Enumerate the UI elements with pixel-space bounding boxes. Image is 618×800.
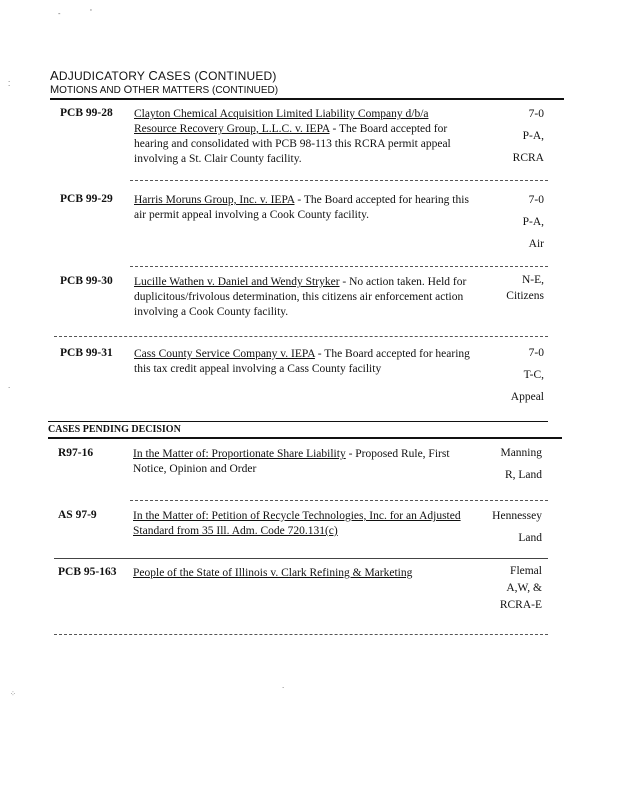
case-id: R97-16 xyxy=(58,447,94,459)
pending-top-rule xyxy=(48,421,548,422)
row-divider xyxy=(130,500,548,501)
case-title: People of the State of Illinois v. Clark Refining & Marketing xyxy=(133,567,413,579)
section-title: ADJUDICATORY CASES (CONTINUED) xyxy=(50,68,277,83)
case-title: In the Matter of: Petition of Recycle Technologies, Inc. for an Adjusted Standard from 35 Ill. Adm. Code 720.131(c) xyxy=(133,510,461,537)
scan-speck: - xyxy=(58,10,61,18)
case-vote: 7-0 T-C, Appeal xyxy=(510,347,544,403)
case-vote: 7-0 P-A, RCRA xyxy=(512,108,544,164)
case-vote: 7-0 P-A, Air xyxy=(522,194,544,250)
case-id: PCB 99-29 xyxy=(60,193,113,205)
case-title: Lucille Wathen v. Daniel and Wendy Stryker xyxy=(134,276,340,288)
row-divider xyxy=(130,266,548,267)
case-description: Clayton Chemical Acquisition Limited Liability Company d/b/a Resource Recovery Group, L.L.C. v. IEPA - The Board accepted for hearing and consolidated with PCB 98-113 this RCRA permit appeal involving a St. Clair County facility. xyxy=(134,108,451,165)
case-title: In the Matter of: Proportionate Share Liability xyxy=(133,448,346,460)
scan-speck: · xyxy=(8,384,11,392)
row-divider xyxy=(54,336,548,337)
case-vote: N-E, Citizens xyxy=(506,274,544,302)
scan-speck: · xyxy=(282,684,285,692)
case-id: PCB 99-30 xyxy=(60,275,113,287)
row-divider xyxy=(130,180,548,181)
case-vote: Manning R, Land xyxy=(500,447,542,481)
scan-speck: ' xyxy=(90,8,92,16)
pending-bottom-rule xyxy=(48,437,562,439)
case-description: In the Matter of: Proportionate Share Liability - Proposed Rule, First Notice, Opinion and Order xyxy=(133,448,450,475)
case-description xyxy=(133,566,473,581)
case-description: Cass County Service Company v. IEPA - The Board accepted for hearing this tax credit appeal involving a Cass County facility xyxy=(134,348,470,375)
section-subtitle: MOTIONS AND OTHER MATTERS (CONTINUED) xyxy=(50,84,279,96)
pending-heading: CASES PENDING DECISION xyxy=(48,424,181,435)
case-vote: Flemal A,W, & RCRA-E xyxy=(499,565,542,611)
case-description xyxy=(133,509,463,539)
case-vote: Hennessey Land xyxy=(492,510,542,544)
case-id: AS 97-9 xyxy=(58,509,97,521)
case-description: Lucille Wathen v. Daniel and Wendy Stryker - No action taken. Held for duplicitous/frivolous determination, this citizens air enforcement action involving a Cook County facility. xyxy=(134,276,467,318)
scan-speck: ⁘ xyxy=(10,690,16,698)
case-id: PCB 99-31 xyxy=(60,347,113,359)
header-rule xyxy=(50,98,564,100)
case-title: Harris Moruns Group, Inc. v. IEPA xyxy=(134,194,295,206)
row-divider xyxy=(54,558,548,559)
case-description: Harris Moruns Group, Inc. v. IEPA - The Board accepted for hearing this air permit appeal involving a Cook County facility. xyxy=(134,194,469,221)
case-id: PCB 99-28 xyxy=(60,107,113,119)
case-title: Cass County Service Company v. IEPA xyxy=(134,348,315,360)
bottom-divider xyxy=(54,634,548,635)
case-id: PCB 95-163 xyxy=(58,566,117,578)
scan-speck: ⁚ xyxy=(8,80,11,88)
case-title: Clayton Chemical Acquisition Limited Liability Company d/b/a Resource Recovery Group, L.L.C. v. IEPA xyxy=(134,108,429,135)
